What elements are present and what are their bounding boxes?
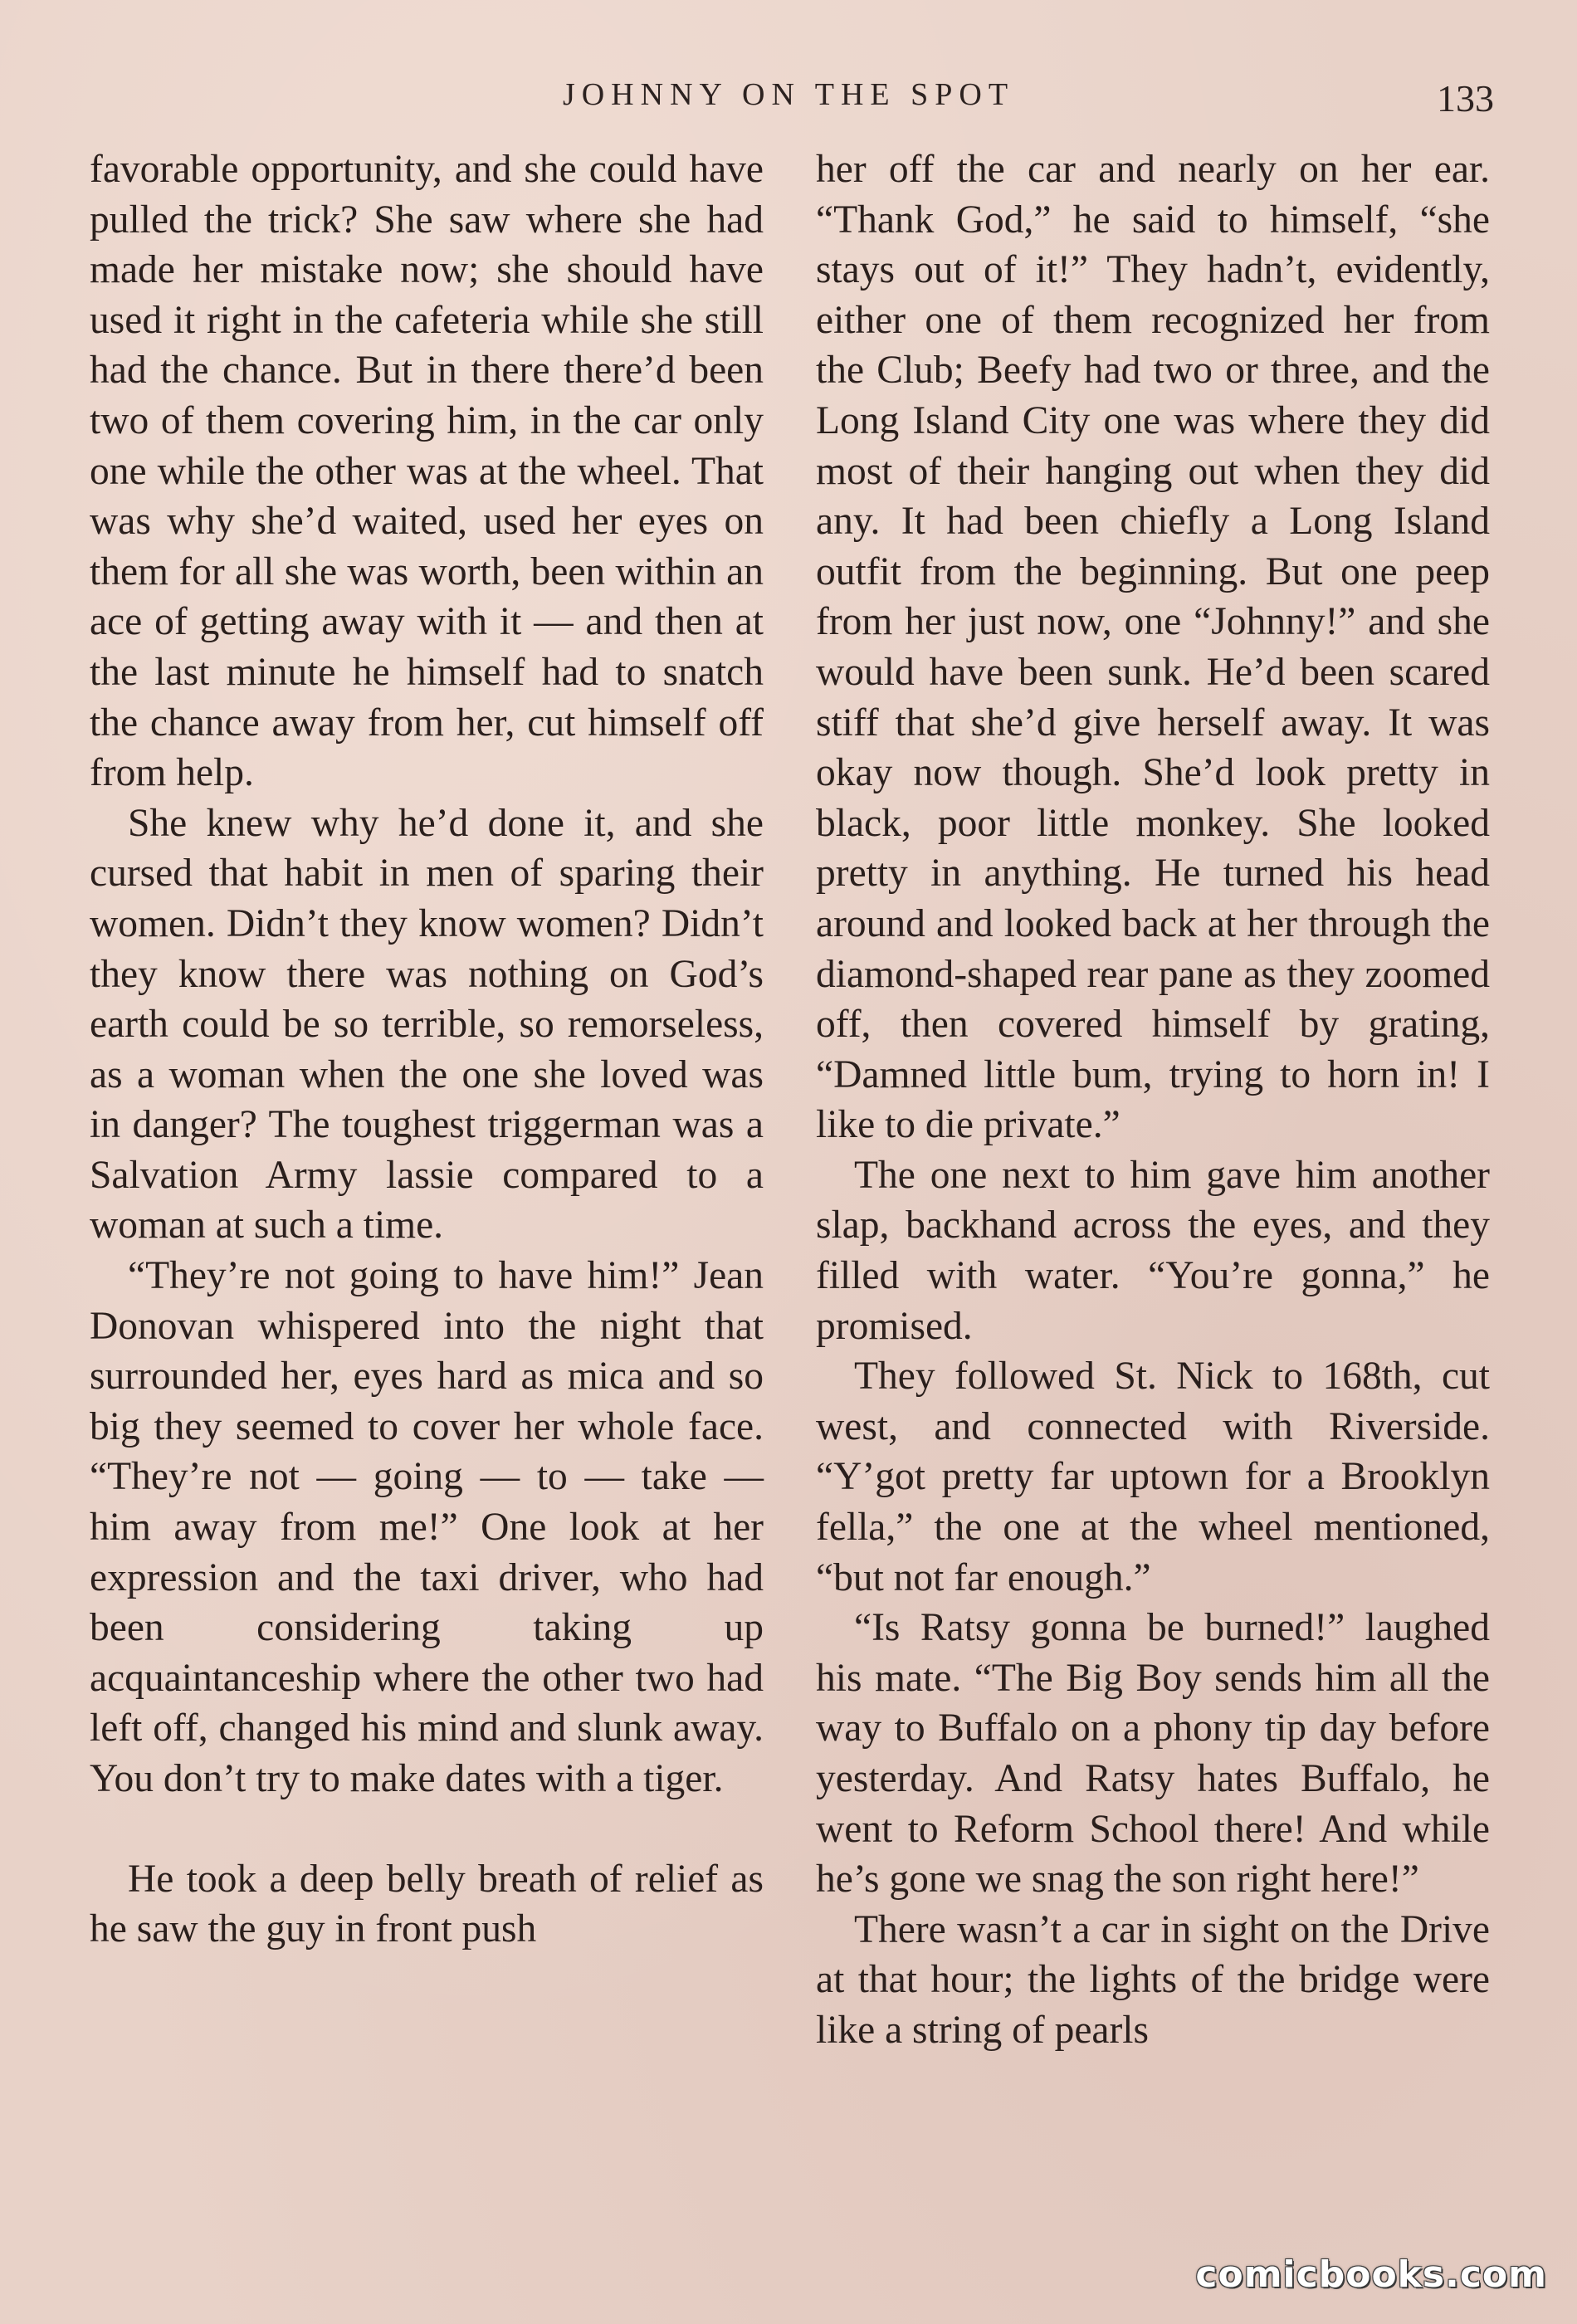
left-column [90, 144, 764, 1955]
paragraph: They followed St. Nick to 168th, cut west, and connected with Riverside. “Y’got pretty far uptown for a Brooklyn fella,” the one at the wheel mentioned, “but not far enough.” [816, 1355, 1490, 1599]
right-column [816, 144, 1490, 2056]
paragraph: “They’re not going to have him!” Jean Donovan whispered into the night that surrounded her, eyes hard as mica and so big they seemed to cover her whole face. “They’re not — going — to — take — him away from me!” One look at her expression and the taxi driver, who had been considering taking up acquaintanceship where the other two had left off, changed his mind and slunk away. You don’t try to make dates with a tiger. [90, 1254, 764, 1800]
paragraph: favorable opportunity, and she could have pulled the trick? She saw where she had made her mistake now; she should have used it right in the cafeteria while she still had the chance. But in there there’d been two of them covering him, in the car only one while the other was at the wheel. That was why she’d waited, used her eyes on them for all she was worth, been within an ace of getting away with it — and then at the last minute he himself had to snatch the chance away from her, cut himself off from help. [90, 148, 764, 795]
paragraph: She knew why he’d done it, and she cursed that habit in men of sparing their women. Didn’t they know women? Didn’t they know there was nothing on God’s earth could be so terrible, so remorseless, as a woman when the one she loved was in danger? The toughest triggerman was a Salvation Army lassie compared to a woman at such a time. [90, 801, 764, 1247]
paragraph: her off the car and nearly on her ear. “Thank God,” he said to himself, “she stays out of it!” They hadn’t, evidently, either one of them recognized her from the Club; Beefy had two or three, and the Long Island City one was where they did most of their hanging out when they did any. It had been chiefly a Long Island outfit from the beginning. But one peep from her just now, one “Johnny!” and she would have been sunk. He’d been scared stiff that she’d give herself away. It was okay now though. She’d look pretty in black, poor little monkey. She looked pretty in anything. He turned his head around and looked back at her through the diamond-shaped rear pane as they zoomed off, then covered himself by grating, “Damned little bum, trying to horn in! I like to die private.” [816, 148, 1490, 1147]
running-title: JOHNNY ON THE SPOT [562, 77, 1015, 112]
site-watermark: comicbooks.com [1195, 2253, 1547, 2296]
paragraph: He took a deep belly breath of relief as he saw the guy in front push [90, 1857, 764, 1951]
paragraph: The one next to him gave him another slap, backhand across the eyes, and they filled with water. “You’re gonna,” he promised. [816, 1153, 1490, 1348]
paragraph: There wasn’t a car in sight on the Drive at that hour; the lights of the bridge were like a string of pearls [816, 1907, 1490, 2052]
page-header [83, 76, 1494, 126]
page-number: 133 [1437, 77, 1494, 120]
paragraph: “Is Ratsy gonna be burned!” laughed his mate. “The Big Boy sends him all the way to Buffalo on a phony tip day before yesterday. And Ratsy hates Buffalo, he went to Reform School there! And while he’s gone we snag the son right here!” [816, 1606, 1490, 1902]
